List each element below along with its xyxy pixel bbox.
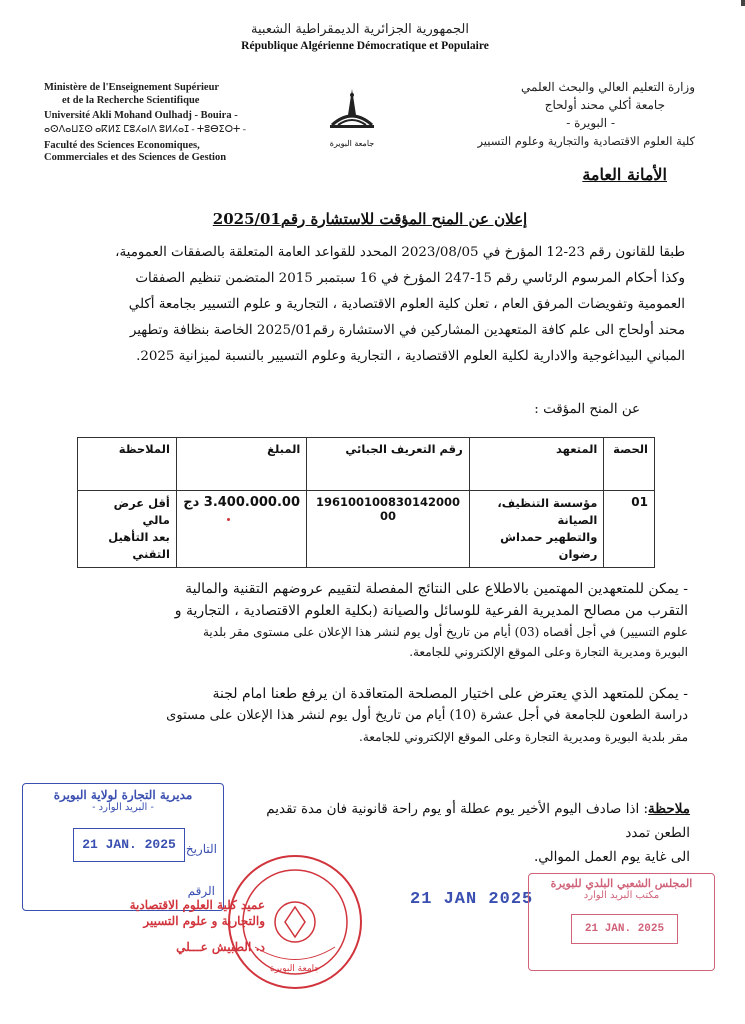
paragraph-line: مقر بلدية البويرة ومديرية التجارة وعلى الموقع الإلكتروني للجامعة. xyxy=(359,730,688,744)
announcement-title: إعلان عن المنح المؤقت للاستشارة رقم2025/01 xyxy=(212,210,528,228)
cell-lot: 01 xyxy=(604,491,655,568)
university-arabic: جامعة أكلي محند أولحاج xyxy=(544,98,665,112)
award-table xyxy=(77,437,655,568)
header-lot: الحصة xyxy=(604,438,655,491)
municipal-stamp-title: المجلس الشعبي البلدي للبويرة xyxy=(550,877,693,890)
intro-line: طبقا للقانون رقم 23-12 المؤرخ في 2023/08/05 المحدد للقواعد العامة المتعلقة بالصفقات العمومية، xyxy=(115,245,685,260)
university-logo xyxy=(322,85,382,148)
paragraph-line: - يمكن للمتعهد الذي يعترض على اختيار المصلحة المتعاقدة ان يرفع طعنا امام لجنة xyxy=(212,686,688,702)
paragraph-appeal xyxy=(78,683,688,747)
municipal-stamp-subtitle: مكتب البريد الوارد xyxy=(583,890,660,901)
note-text: : اذا صادف اليوم الأخير يوم عطلة أو يوم راحة قانونية فان مدة تقديم الطعن تمدد xyxy=(266,801,690,841)
cell-tax-id: 196100100830142000 00 xyxy=(307,491,469,568)
header-tax-id: رقم التعريف الجبائي xyxy=(307,438,469,491)
cell-bidder xyxy=(469,491,604,568)
intro-line: محند أولحاج الى علم كافة المتعهدين المشاركين في الاستشارة رقم2025/01 الخاصة بنظافة وتطهير xyxy=(129,323,685,338)
commerce-date: 21 JAN. 2025 xyxy=(73,828,185,862)
red-dot xyxy=(227,518,230,521)
header-bidder: المتعهد xyxy=(469,438,604,491)
logo-caption: جامعة البويرة xyxy=(329,139,375,148)
note-line: بعد التأهيل التقني xyxy=(108,530,170,561)
republic-french: République Algérienne Démocratique et Populaire xyxy=(241,40,489,52)
note-label: ملاحظة xyxy=(648,801,690,817)
intro-paragraph xyxy=(60,240,685,370)
university-round-seal xyxy=(225,852,365,992)
ministry-arabic: وزارة التعليم العالي والبحث العلمي xyxy=(521,80,695,94)
paragraph-line: - يمكن للمتعهدين المهتمين بالاطلاع على النتائج المفصلة لتقييم عروضهم التقنية والمالية xyxy=(185,581,688,597)
table-row xyxy=(78,491,655,568)
paragraph-line: علوم التسيير) في أجل أقصاه (03) أيام من تاريخ أول يوم لنشر هذا الإعلان على مستوى مقر بلدية xyxy=(203,625,688,639)
intro-line: العمومية وتفويضات المرفق العام ، تعلن كلية العلوم الاقتصادية ، التجارية و علوم التسيير بجامعة أكلي xyxy=(128,297,685,312)
republic-arabic: الجمهورية الجزائرية الديمقراطية الشعبية xyxy=(251,22,469,37)
department-heading: الأمانة العامة xyxy=(582,165,667,184)
seal-caption: جامعة البويرة xyxy=(270,964,320,974)
city-arabic: - البويرة - xyxy=(566,116,615,130)
ministry-french-1: Ministère de l'Enseignement Supérieur xyxy=(44,82,220,93)
municipal-date: 21 JAN. 2025 xyxy=(571,914,678,944)
faculty-arabic: كلية العلوم الاقتصادية والتجارية وعلوم التسيير xyxy=(477,134,695,148)
faculty-french-1: Faculté des Sciences Economiques, xyxy=(44,140,200,151)
header-note: الملاحظة xyxy=(78,438,177,491)
university-logo-icon xyxy=(322,85,382,141)
university-tifinagh: ⴰⵙⴷⴰⵡⵉⵙ ⴰⴽⵍⵉ ⵎⵓⵃⴰⵏⴷ ⵓⵍⵃⴰⵊ - ⵜⵓⴱⵉⵔⵜ - xyxy=(44,125,246,135)
paragraph-line: التقرب من مصالح المديرية الفرعية للوسائل والصيانة (بكلية العلوم الاقتصادية ، التجارية و xyxy=(174,603,688,619)
paragraph-line: البويرة ومديرية التجارة وعلى الموقع الإلكتروني للجامعة. xyxy=(409,645,688,659)
dean-line: عميد كلية العلوم الاقتصادية xyxy=(129,898,265,912)
paragraph-line: دراسة الطعون للجامعة في أجل عشرة (10) أيام من تاريخ أول يوم لنشر هذا الإعلان على مستوى xyxy=(166,708,688,723)
intro-line: وكذا أحكام المرسوم الرئاسي رقم 15-247 المؤرخ في 16 سبتمبر 2015 المتضمن تنظيم الصفقات xyxy=(135,271,685,286)
bidder-line: مؤسسة التنظيف، الصيانة xyxy=(497,496,598,527)
intro-line: المباني البيداغوجية والادارية لكلية العلوم الاقتصادية ، التجارية وعلوم التسيير بالنسبة لميزانية 2025. xyxy=(136,349,685,364)
received-date-stamp: 21 JAN 2025 xyxy=(410,890,534,909)
header-amount: المبلغ xyxy=(176,438,306,491)
commerce-directorate-stamp xyxy=(22,783,224,911)
commerce-date-label: التاريخ xyxy=(185,842,217,856)
paragraph-results xyxy=(78,578,688,662)
municipal-stamp xyxy=(528,873,715,971)
note-line: أقل عرض مالي xyxy=(113,496,170,527)
cell-note xyxy=(78,491,177,568)
note-second-line: الى غاية يوم العمل الموالي. xyxy=(534,849,690,865)
university-french: Université Akli Mohand Oulhadj - Bouira - xyxy=(44,110,238,121)
scan-edge-mark xyxy=(741,0,745,6)
note-first-line xyxy=(230,797,690,845)
faculty-french-2: Commerciales et des Sciences de Gestion xyxy=(44,152,227,163)
table-header-row xyxy=(78,438,655,491)
ministry-french-2: et de la Recherche Scientifique xyxy=(62,95,200,106)
amount-value: 3.400.000.00 دج xyxy=(183,495,301,510)
commerce-stamp-title: مديرية التجارة لولاية البويرة xyxy=(53,788,193,802)
commerce-ref-label: الرقم xyxy=(187,884,215,898)
commerce-stamp-subtitle: - البريد الوارد - xyxy=(92,802,154,813)
bidder-line: والتطهير حمداش رضوان xyxy=(500,530,598,561)
cell-amount xyxy=(176,491,306,568)
dean-line: والتجارية و علوم التسيير xyxy=(143,914,265,928)
provisional-award-label: عن المنح المؤقت : xyxy=(534,402,640,417)
dean-name: د. الطبيش عـــلي xyxy=(176,940,265,954)
